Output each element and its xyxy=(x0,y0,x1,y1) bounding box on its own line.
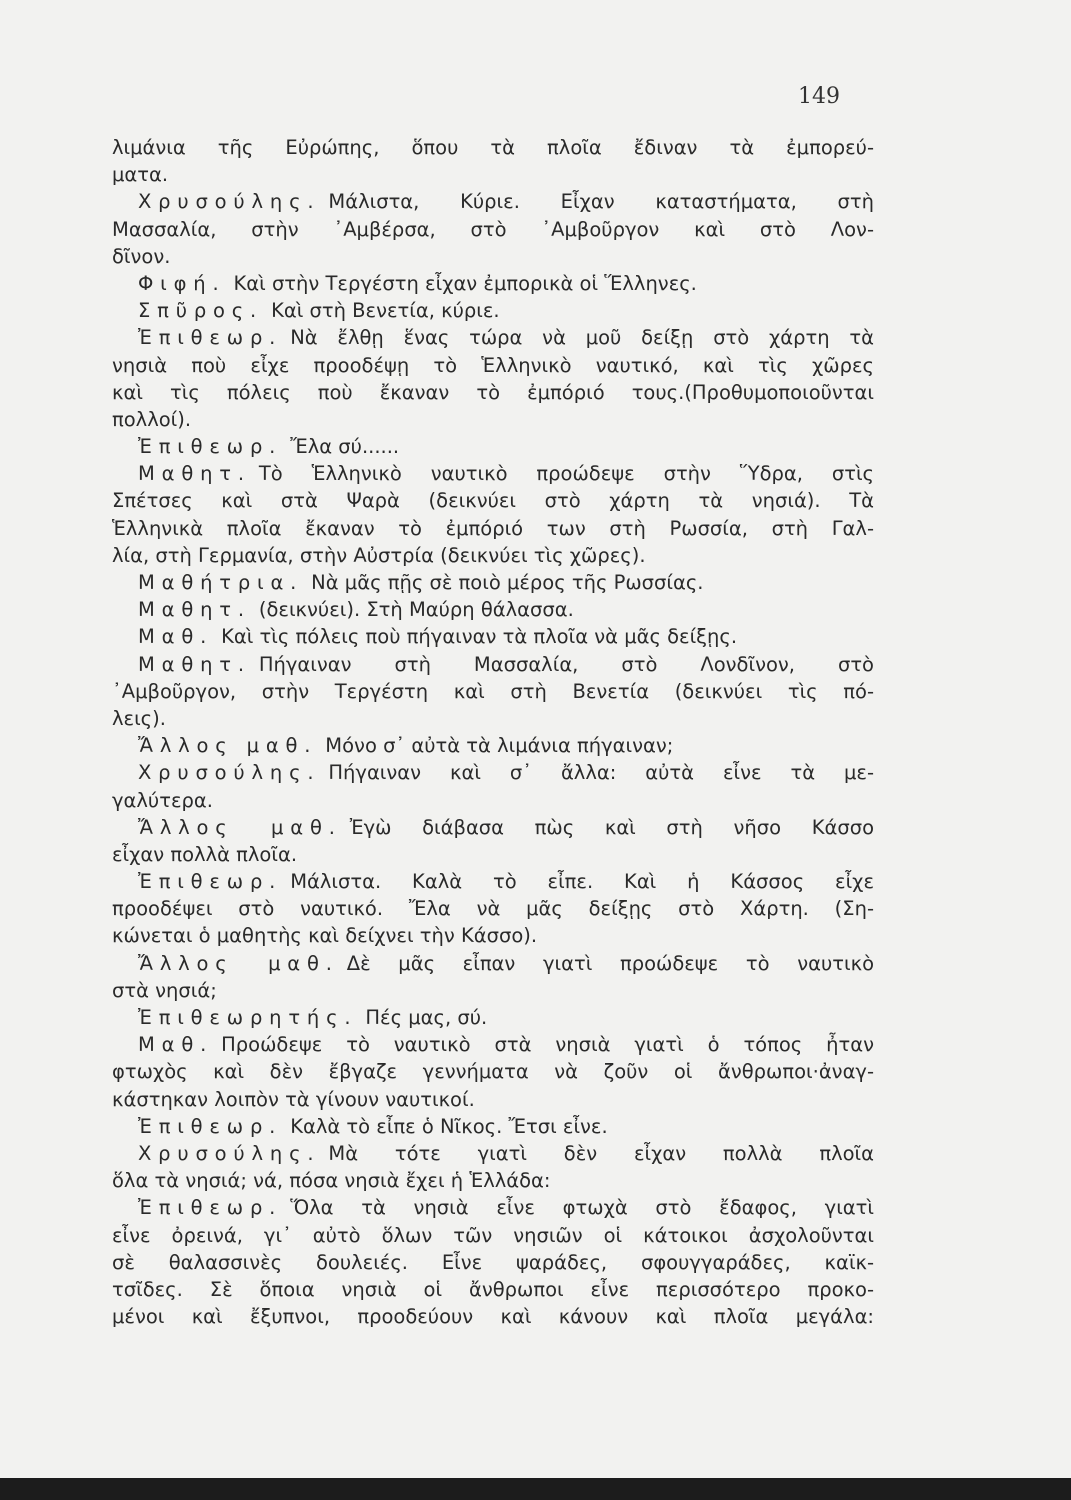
scan-edge xyxy=(0,1478,1071,1500)
line-text: ὅλα τὰ νησιά; νά, πόσα νησιὰ ἔχει ἡ Ἑλλάδα: xyxy=(112,1169,551,1193)
text-line xyxy=(112,1058,874,1085)
speaker-name: Χρυσούλης. xyxy=(138,761,321,785)
text-line xyxy=(112,324,874,351)
speaker-name: Μαθ. xyxy=(138,625,214,649)
speaker-name: Ἄλλος μαθ. xyxy=(138,734,318,758)
line-text: λία, στὴ Γερμανία, στὴν Αὐστρία (δεικνύει τὶς χῶρες). xyxy=(112,543,646,567)
dialogue-text xyxy=(112,134,874,1330)
line-text: γαλύτερα. xyxy=(112,788,213,812)
speaker-name: Ἄλλος μαθ. xyxy=(138,815,342,839)
line-text: κώνεται ὁ μαθητὴς καὶ δείχνει τὴν Κάσσο). xyxy=(112,924,538,948)
text-line xyxy=(112,487,874,514)
speaker-name: Ἐπιθεωρ. xyxy=(138,435,283,459)
line-text: Νὰ ἔλθῃ ἕνας τώρα νὰ μοῦ δείξῃ στὸ χάρτη τὰ xyxy=(290,326,874,350)
text-line xyxy=(112,596,874,623)
speaker-name: Χρυσούλης. xyxy=(138,1141,321,1165)
line-text: (δεικνύει). Στὴ Μαύρη θάλασσα. xyxy=(258,598,574,622)
text-line xyxy=(112,868,874,895)
text-line xyxy=(112,161,874,188)
text-line xyxy=(112,216,874,243)
line-text: σὲ θαλασσινὲς δουλειές. Εἶνε ψαράδες, σφουγγαράδες, καϊκ- xyxy=(112,1250,874,1274)
text-line xyxy=(112,515,874,542)
speaker-name: Ἄλλος μαθ. xyxy=(138,951,339,975)
text-line xyxy=(112,651,874,678)
text-line xyxy=(112,977,874,1004)
speaker-name: Μαθητ. xyxy=(138,652,251,676)
line-text: τσῖδες. Σὲ ὅποια νησιὰ οἱ ἄνθρωποι εἶνε περισσότερο προκο- xyxy=(112,1277,874,1301)
text-line xyxy=(112,950,874,977)
speaker-name: Μαθ. xyxy=(138,1033,214,1057)
text-line xyxy=(112,623,874,650)
text-line xyxy=(112,1004,874,1031)
text-line xyxy=(112,759,874,786)
line-text: Μὰ τότε γιατὶ δὲν εἶχαν πολλὰ πλοῖα xyxy=(328,1141,874,1165)
speaker-name: Μαθητ. xyxy=(138,462,251,486)
speaker-name: Ἐπιθεωρ. xyxy=(138,1114,283,1138)
text-line xyxy=(112,134,874,161)
line-text: Μόνο σ᾿ αὐτὰ τὰ λιμάνια πήγαιναν; xyxy=(325,734,674,758)
line-text: δῖνον. xyxy=(112,244,171,268)
text-line xyxy=(112,1222,874,1249)
line-text: Τὸ Ἑλληνικὸ ναυτικὸ προώδεψε στὴν Ὕδρα, στὶς xyxy=(258,462,874,486)
line-text: φτωχὸς καὶ δὲν ἔβγαζε γεννήματα νὰ ζοῦν οἱ ἄνθρωποι·ἀναγ- xyxy=(112,1060,874,1084)
speaker-name: Μαθητ. xyxy=(138,598,251,622)
speaker-name: Χρυσούλης. xyxy=(138,190,321,214)
line-text: νησιὰ ποὺ εἶχε προοδέψῃ τὸ Ἑλληνικὸ ναυτικό, καὶ τὶς χῶρες xyxy=(112,353,874,377)
text-line xyxy=(112,1086,874,1113)
line-text: εἶχαν πολλὰ πλοῖα. xyxy=(112,842,298,866)
line-text: λεις). xyxy=(112,706,166,730)
text-line xyxy=(112,787,874,814)
text-line xyxy=(112,433,874,460)
line-text: ᾿Αμβοῦργον, στὴν Τεργέστη καὶ στὴ Βενετία (δεικνύει τὶς πό- xyxy=(112,679,874,703)
line-text: Δὲ μᾶς εἶπαν γιατὶ προώδεψε τὸ ναυτικὸ xyxy=(346,951,874,975)
text-line xyxy=(112,1194,874,1221)
speaker-name: Σπῦρος. xyxy=(138,299,264,323)
text-line xyxy=(112,814,874,841)
line-text: Πές μας, σύ. xyxy=(365,1006,488,1029)
line-text: Πήγαιναν στὴ Μασσαλία, στὸ Λονδῖνον, στὸ xyxy=(258,652,874,676)
line-text: Μασσαλία, στὴν ᾿Αμβέρσα, στὸ ᾿Αμβοῦργον καὶ στὸ Λον- xyxy=(112,217,874,241)
line-text: Ἑλληνικὰ πλοῖα ἔκαναν τὸ ἐμπόριό των στὴ Ρωσσία, στὴ Γαλ- xyxy=(112,516,874,540)
line-text: Σπέτσες καὶ στὰ Ψαρὰ (δεικνύει στὸ χάρτη τὰ νησιά). Τὰ xyxy=(112,489,874,513)
line-text: Καὶ στὴν Τεργέστη εἶχαν ἐμπορικὰ οἱ Ἕλληνες. xyxy=(233,271,697,295)
speaker-name: Ἐπιθεωρ. xyxy=(138,1196,283,1220)
text-line xyxy=(112,542,874,569)
text-line xyxy=(112,460,874,487)
text-line xyxy=(112,1303,874,1330)
line-text: κάστηκαν λοιπὸν τὰ γίνουν ναυτικοί. xyxy=(112,1087,475,1111)
text-line xyxy=(112,297,874,324)
line-text: Νὰ μᾶς πῇς σὲ ποιὸ μέρος τῆς Ρωσσίας. xyxy=(311,571,704,594)
text-line xyxy=(112,569,874,596)
speaker-name: Ἐπιθεωρ. xyxy=(138,870,283,894)
text-line xyxy=(112,352,874,379)
line-text: εἶνε ὀρεινά, γι᾿ αὐτὸ ὅλων τῶν νησιῶν οἱ κάτοικοι ἀσχολοῦνται xyxy=(112,1223,874,1247)
line-text: καὶ τὶς πόλεις ποὺ ἔκαναν τὸ ἐμπόριό τους.(Προθυμοποιοῦνται xyxy=(112,380,874,404)
line-text: Καὶ στὴ Βενετία, κύριε. xyxy=(271,299,500,323)
line-text: Ἔλα σύ...... xyxy=(290,435,400,459)
line-text: πολλοί). xyxy=(112,407,192,431)
text-line xyxy=(112,1167,874,1194)
line-text: Πήγαιναν καὶ σ᾿ ἄλλα: αὐτὰ εἶνε τὰ με- xyxy=(328,761,874,785)
text-line xyxy=(112,1113,874,1140)
text-line xyxy=(112,922,874,949)
text-line xyxy=(112,1249,874,1276)
text-line xyxy=(112,1140,874,1167)
text-line xyxy=(112,678,874,705)
line-text: ματα. xyxy=(112,163,169,187)
line-text: Καλὰ τὸ εἶπε ὁ Νῖκος. Ἔτσι εἶνε. xyxy=(290,1114,608,1138)
text-line xyxy=(112,1276,874,1303)
line-text: Καὶ τὶς πόλεις ποὺ πήγαιναν τὰ πλοῖα νὰ μᾶς δείξῃς. xyxy=(221,625,738,649)
speaker-name: Φιφή. xyxy=(138,271,226,295)
line-text: λιμάνια τῆς Εὐρώπης, ὅπου τὰ πλοῖα ἔδιναν τὰ ἐμπορεύ- xyxy=(112,136,874,159)
line-text: Ὅλα τὰ νησιὰ εἶνε φτωχὰ στὸ ἔδαφος, γιατὶ xyxy=(290,1196,874,1220)
text-line xyxy=(112,270,874,297)
line-text: στὰ νησιά; xyxy=(112,978,217,1002)
text-line xyxy=(112,188,874,215)
text-line xyxy=(112,1031,874,1058)
text-line xyxy=(112,732,874,759)
line-text: Ἐγὼ διάβασα πὼς καὶ στὴ νῆσο Κάσσο xyxy=(349,815,874,839)
text-line xyxy=(112,841,874,868)
text-line xyxy=(112,379,874,406)
speaker-name: Ἐπιθεωρ. xyxy=(138,326,283,350)
text-line xyxy=(112,705,874,732)
speaker-name: Μαθήτρια. xyxy=(138,571,304,594)
page-number: 149 xyxy=(798,84,840,109)
line-text: Προώδεψε τὸ ναυτικὸ στὰ νησιὰ γιατὶ ὁ τόπος ἦταν xyxy=(221,1033,874,1057)
text-line xyxy=(112,243,874,270)
line-text: Μάλιστα, Κύριε. Εἶχαν καταστήματα, στὴ xyxy=(328,190,874,214)
text-line xyxy=(112,895,874,922)
line-text: προοδέψει στὸ ναυτικό. Ἔλα νὰ μᾶς δείξῃς στὸ Χάρτη. (Ση- xyxy=(112,897,874,921)
line-text: μένοι καὶ ἔξυπνοι, προοδεύουν καὶ κάνουν καὶ πλοῖα μεγάλα: xyxy=(112,1305,874,1329)
text-line xyxy=(112,406,874,433)
speaker-name: Ἐπιθεωρητής. xyxy=(138,1006,358,1029)
line-text: Μάλιστα. Καλὰ τὸ εἶπε. Καὶ ἡ Κάσσος εἶχε xyxy=(290,870,874,894)
